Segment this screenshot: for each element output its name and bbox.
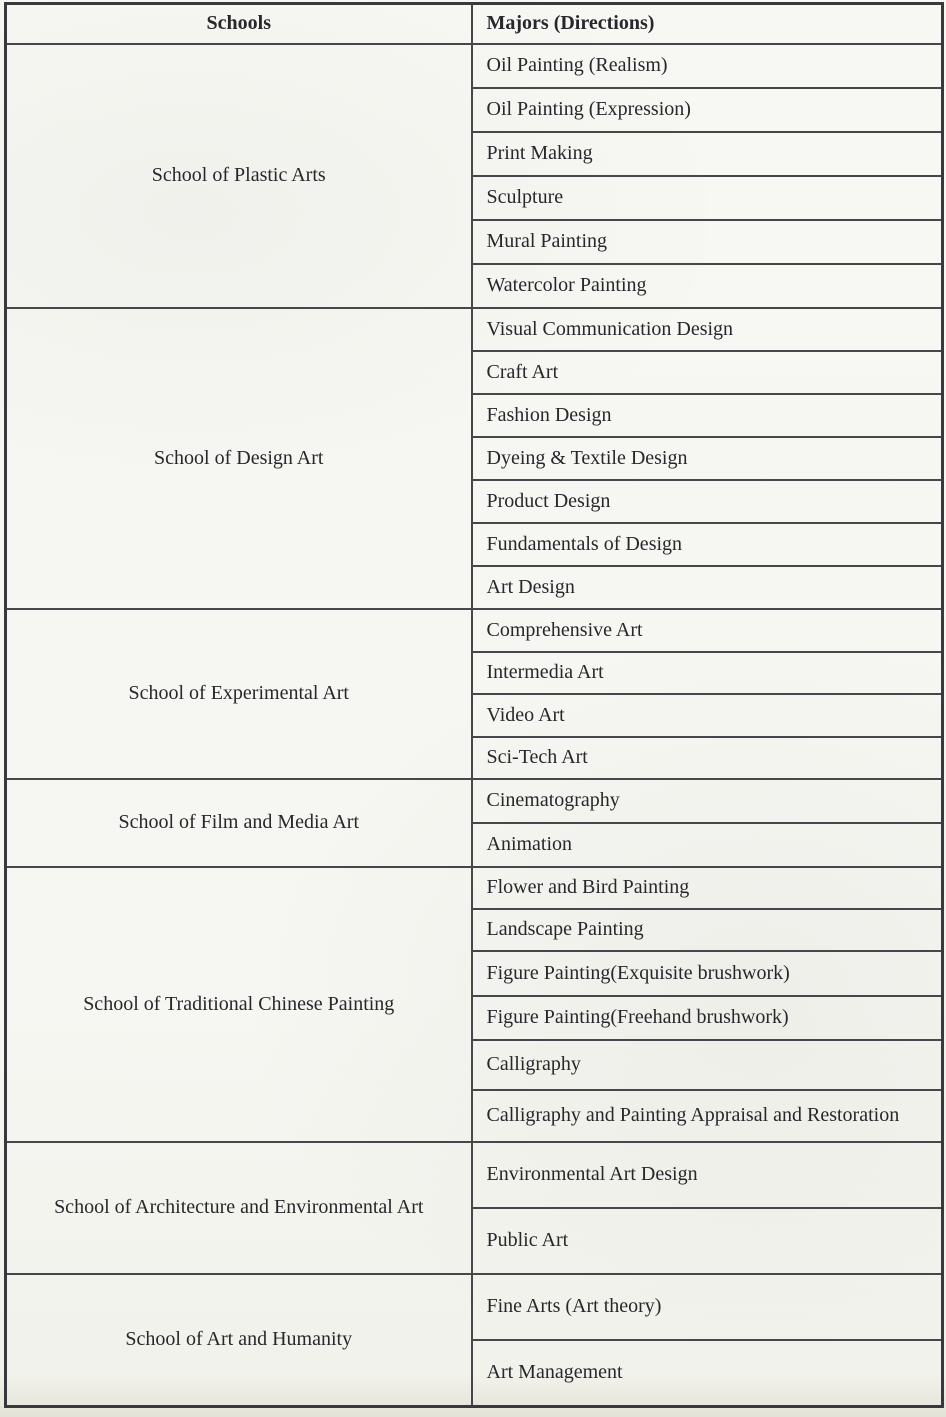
major-cell: Public Art bbox=[472, 1208, 943, 1274]
major-cell: Product Design bbox=[472, 480, 943, 523]
major-cell: Watercolor Painting bbox=[472, 264, 943, 308]
majors-column-header: Majors (Directions) bbox=[472, 4, 943, 44]
school-cell: School of Architecture and Environmental Art bbox=[6, 1142, 472, 1274]
major-cell: Fundamentals of Design bbox=[472, 523, 943, 566]
major-cell: Fine Arts (Art theory) bbox=[472, 1274, 943, 1340]
table-row bbox=[6, 1274, 943, 1340]
table-row bbox=[6, 308, 943, 351]
major-cell: Mural Painting bbox=[472, 220, 943, 264]
table-row bbox=[6, 867, 943, 909]
major-cell: Environmental Art Design bbox=[472, 1142, 943, 1208]
major-cell: Figure Painting(Freehand brushwork) bbox=[472, 996, 943, 1040]
header-row bbox=[6, 4, 943, 44]
major-cell: Sci-Tech Art bbox=[472, 737, 943, 779]
table-row bbox=[6, 1142, 943, 1208]
major-cell: Cinematography bbox=[472, 779, 943, 823]
school-cell: School of Film and Media Art bbox=[6, 779, 472, 867]
major-cell: Landscape Painting bbox=[472, 909, 943, 951]
school-cell: School of Experimental Art bbox=[6, 609, 472, 779]
table-row bbox=[6, 609, 943, 652]
schools-majors-table bbox=[4, 2, 944, 1408]
major-cell: Oil Painting (Expression) bbox=[472, 88, 943, 132]
school-cell: School of Art and Humanity bbox=[6, 1274, 472, 1407]
major-cell: Calligraphy bbox=[472, 1040, 943, 1090]
table-row bbox=[6, 779, 943, 823]
major-cell: Dyeing & Textile Design bbox=[472, 437, 943, 480]
major-cell: Intermedia Art bbox=[472, 652, 943, 694]
major-cell: Print Making bbox=[472, 132, 943, 176]
major-cell: Art Management bbox=[472, 1340, 943, 1407]
major-cell: Art Design bbox=[472, 566, 943, 609]
major-cell: Calligraphy and Painting Appraisal and Restoration bbox=[472, 1090, 943, 1142]
major-cell: Animation bbox=[472, 823, 943, 867]
major-cell: Visual Communication Design bbox=[472, 308, 943, 351]
major-cell: Oil Painting (Realism) bbox=[472, 44, 943, 88]
major-cell: Flower and Bird Painting bbox=[472, 867, 943, 909]
major-cell: Figure Painting(Exquisite brushwork) bbox=[472, 951, 943, 996]
major-cell: Fashion Design bbox=[472, 394, 943, 437]
major-cell: Video Art bbox=[472, 694, 943, 737]
school-cell: School of Design Art bbox=[6, 308, 472, 609]
schools-column-header: Schools bbox=[6, 4, 472, 44]
school-cell: School of Traditional Chinese Painting bbox=[6, 867, 472, 1142]
school-cell: School of Plastic Arts bbox=[6, 44, 472, 308]
major-cell: Craft Art bbox=[472, 351, 943, 394]
major-cell: Sculpture bbox=[472, 176, 943, 220]
major-cell: Comprehensive Art bbox=[472, 609, 943, 652]
table-row bbox=[6, 44, 943, 88]
